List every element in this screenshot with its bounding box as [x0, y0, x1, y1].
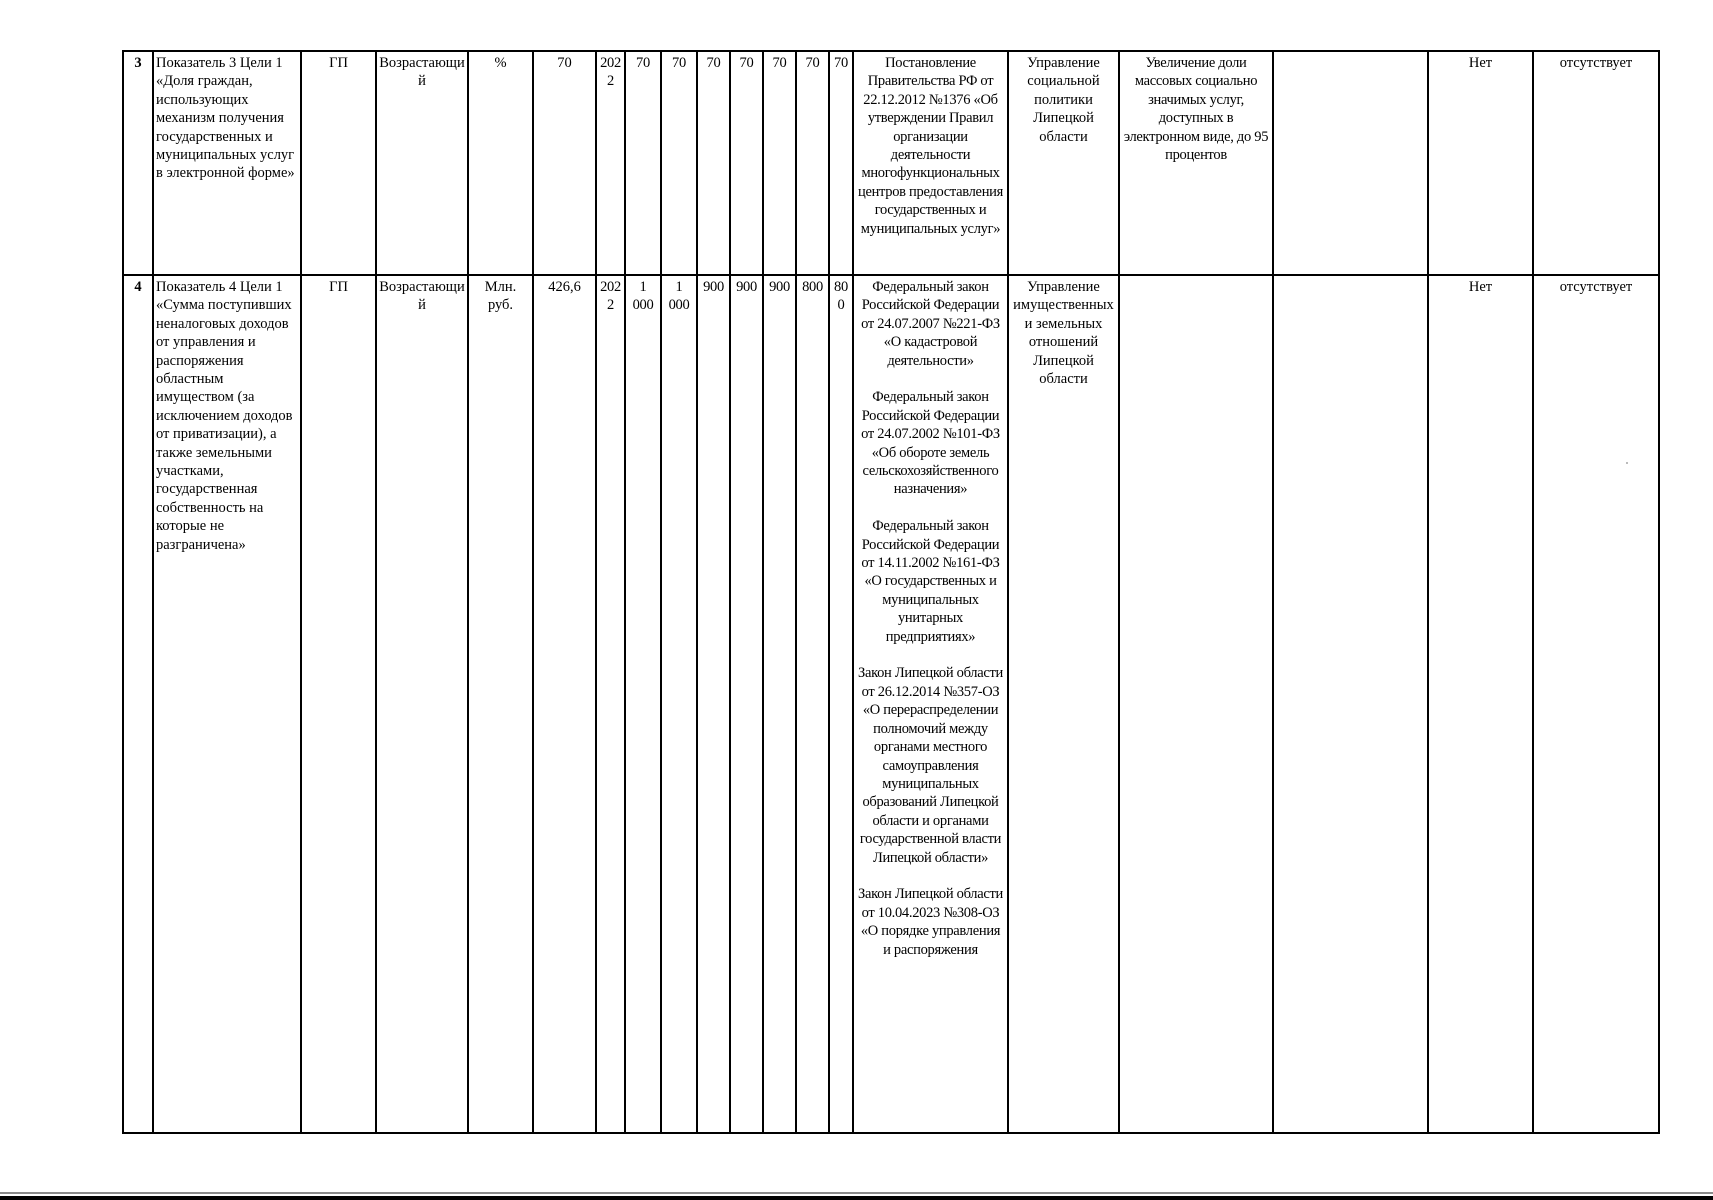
indicator-unit: %	[468, 51, 533, 275]
indicators-table	[122, 50, 1660, 1134]
document-text: Закон Липецкой области от 10.04.2023 №308-ОЗ «О порядке управления и распоряжения	[857, 886, 1003, 958]
responsible-body: Управление социальной политики Липецкой области	[1008, 51, 1119, 275]
legal-documents	[853, 275, 1008, 1133]
indicator-direction: Возрастающий	[376, 275, 468, 1133]
year-value: 1 000	[661, 275, 697, 1133]
indicator-name: Показатель 3 Цели 1 «Доля граждан, использующих механизм получения государственных и муниципальных услуг в электронной форме»	[153, 51, 301, 275]
scan-speck	[1626, 462, 1628, 464]
document-text: Федеральный закон Российской Федерации от 14.11.2002 №161-ФЗ «О государственных и муниципальных унитарных предприятиях»	[861, 518, 1000, 645]
year-value: 900	[763, 275, 796, 1133]
indicator-level: ГП	[301, 51, 376, 275]
document-text: Федеральный закон Российской Федерации от 24.07.2007 №221-ФЗ «О кадастровой деятельности»	[861, 279, 1000, 369]
base-year: 2022	[596, 51, 625, 275]
year-value: 70	[796, 51, 829, 275]
row-number: 3	[123, 51, 153, 275]
year-value: 900	[730, 275, 763, 1133]
indicator-name: Показатель 4 Цели 1 «Сумма поступивших неналоговых доходов от управления и распоряжения областным имуществом (за исключением доходов от приватизации), а также земельными участками, государственная собственность на которые не разграничена»	[153, 275, 301, 1133]
base-value: 70	[533, 51, 596, 275]
document-text: Закон Липецкой области от 26.12.2014 №357-ОЗ «О перераспределении полномочий между органами местного самоуправления муниципальных образований Липецкой области и органами государственной власти Липецкой области»	[857, 665, 1003, 866]
year-value: 70	[829, 51, 853, 275]
year-value: 800	[796, 275, 829, 1133]
document-text: Федеральный закон Российской Федерации от 24.07.2002 №101-ФЗ «Об обороте земель сельскохозяйственного назначения»	[861, 389, 1000, 498]
row-number: 4	[123, 275, 153, 1133]
info-system-cell: отсутствует	[1533, 51, 1659, 275]
responsible-body: Управление имущественных и земельных отношений Липецкой области	[1008, 275, 1119, 1133]
year-value: 70	[763, 51, 796, 275]
flag-cell: Нет	[1428, 275, 1533, 1133]
year-value: 1 000	[625, 275, 661, 1133]
flag-cell: Нет	[1428, 51, 1533, 275]
base-value: 426,6	[533, 275, 596, 1133]
indicator-unit: Млн. руб.	[468, 275, 533, 1133]
year-value: 800	[829, 275, 853, 1133]
year-value: 70	[625, 51, 661, 275]
year-value: 900	[697, 275, 730, 1133]
empty-cell	[1273, 275, 1428, 1133]
table-row	[123, 51, 1659, 275]
year-value: 70	[730, 51, 763, 275]
year-value: 70	[697, 51, 730, 275]
info-system-cell: отсутствует	[1533, 275, 1659, 1133]
year-value: 70	[661, 51, 697, 275]
indicator-level: ГП	[301, 275, 376, 1133]
empty-cell	[1273, 51, 1428, 275]
scan-edge-shadow	[0, 1192, 1713, 1194]
indicator-direction: Возрастающий	[376, 51, 468, 275]
linked-goal	[1119, 275, 1273, 1133]
scan-edge	[0, 1196, 1713, 1200]
legal-documents	[853, 51, 1008, 275]
linked-goal: Увеличение доли массовых социально значимых услуг, доступных в электронном виде, до 95 процентов	[1119, 51, 1273, 275]
table-row	[123, 275, 1659, 1133]
document-text: Постановление Правительства РФ от 22.12.2012 №1376 «Об утверждении Правил организации деятельности многофункциональных центров предоставления государственных и муниципальных услуг»	[858, 55, 1003, 237]
base-year: 2022	[596, 275, 625, 1133]
